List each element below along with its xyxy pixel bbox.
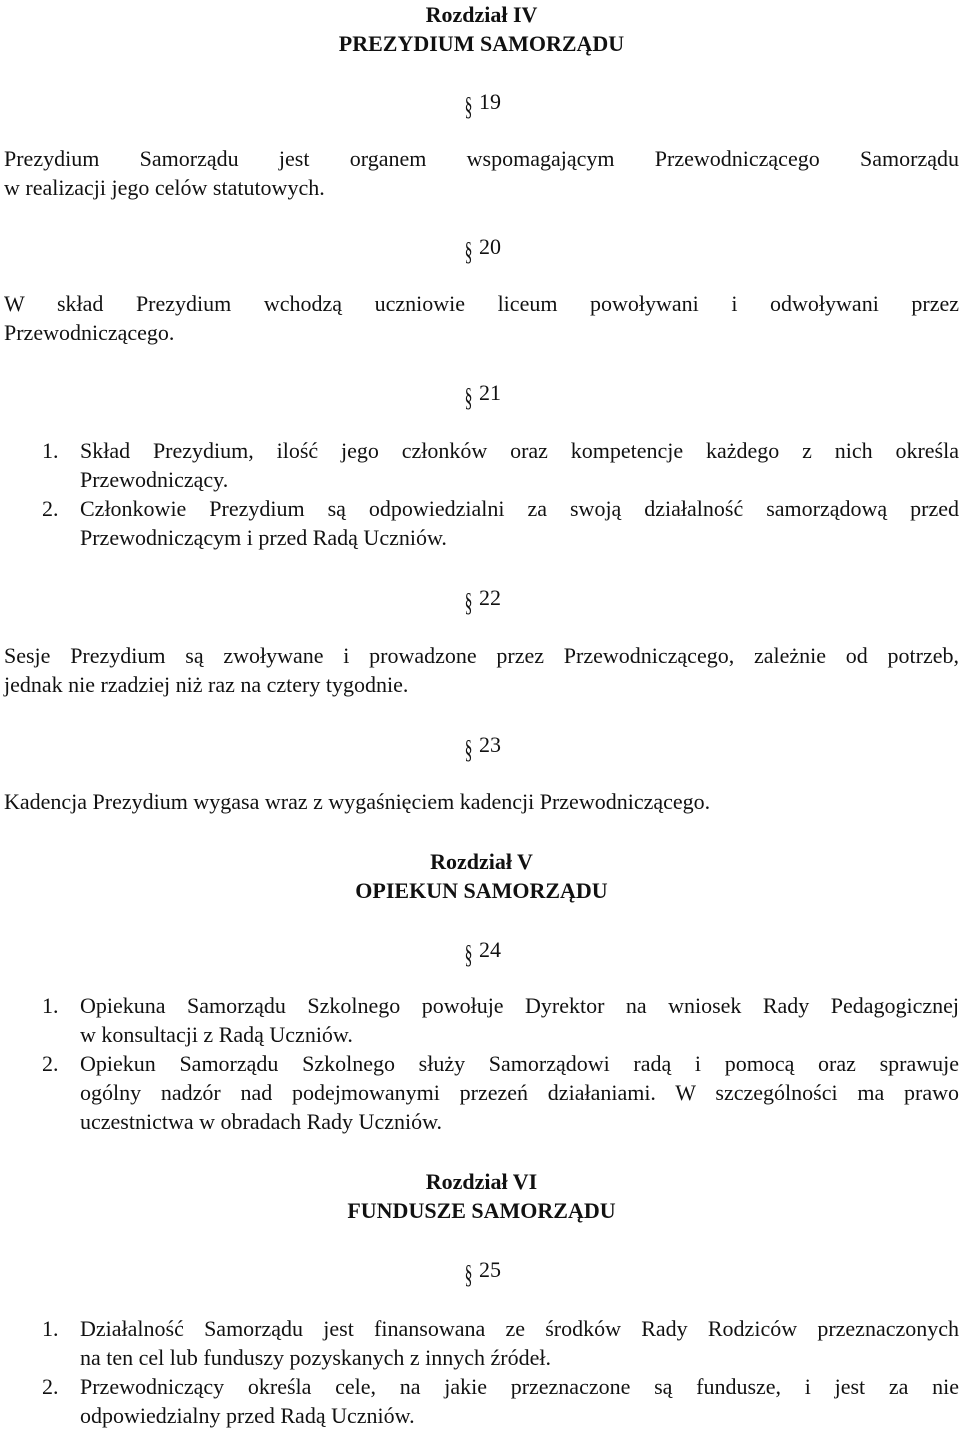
chapter-vi-title: FUNDUSZE SAMORZĄDU — [347, 1198, 616, 1223]
chapter-iv-title: PREZYDIUM SAMORZĄDU — [338, 31, 625, 56]
list-item-line-2: Przewodniczący. — [80, 467, 229, 492]
paragraph-19-text — [4, 144, 959, 202]
list-item-line-1: Skład Prezydium, ilość jego członków oraz kompetencje każdego z nich określa — [80, 438, 959, 463]
paragraph-number: 21 — [479, 380, 501, 405]
section-sign: § — [464, 1260, 473, 1289]
list-item-line-2: w konsultacji z Radą Uczniów. — [80, 1022, 353, 1047]
paragraph-24-list — [4, 991, 959, 1136]
list-item — [4, 436, 959, 494]
paragraph-20-number — [4, 231, 959, 266]
chapter-v-header — [4, 847, 959, 905]
list-item-line-1: Opiekun Samorządu Szkolnego służy Samorządowi radą i pomocą oraz sprawuje — [80, 1051, 959, 1076]
paragraph-20-line-1: W skład Prezydium wchodzą uczniowie liceum powoływani i odwoływani przez — [4, 291, 959, 316]
list-item-number: 2. — [42, 1051, 59, 1076]
list-item-line-2: na ten cel lub funduszy pozyskanych z innych źródeł. — [80, 1345, 552, 1370]
chapter-iv-header — [4, 0, 959, 58]
paragraph-23-text — [4, 787, 959, 816]
paragraph-23-line-1: Kadencja Prezydium wygasa wraz z wygaśnięciem kadencji Przewodniczącego. — [4, 789, 711, 814]
paragraph-22-text — [4, 641, 959, 699]
list-item-number: 1. — [42, 438, 59, 463]
paragraph-number: 25 — [479, 1257, 501, 1282]
list-item-number: 1. — [42, 993, 59, 1018]
paragraph-21-number — [4, 377, 959, 412]
paragraph-19-line-1: Prezydium Samorządu jest organem wspomagającym Przewodniczącego Samorządu — [4, 146, 959, 171]
list-item-line-2: odpowiedzialny przed Radą Uczniów. — [80, 1403, 415, 1428]
paragraph-number: 20 — [479, 234, 501, 259]
paragraph-23-number — [4, 729, 959, 764]
paragraph-19-number — [4, 86, 959, 121]
list-item — [4, 991, 959, 1049]
list-item — [4, 494, 959, 552]
paragraph-number: 22 — [479, 585, 501, 610]
section-sign: § — [464, 92, 473, 121]
list-item — [4, 1372, 959, 1430]
list-item-line-1: Członkowie Prezydium są odpowiedzialni za swoją działalność samorządową przed — [80, 496, 959, 521]
list-item-number: 2. — [42, 496, 59, 521]
section-sign: § — [464, 588, 473, 617]
chapter-vi-header — [4, 1167, 959, 1225]
section-sign: § — [464, 735, 473, 764]
list-item — [4, 1314, 959, 1372]
paragraph-24-number — [4, 934, 959, 969]
chapter-v-title: OPIEKUN SAMORZĄDU — [355, 878, 608, 903]
paragraph-20-text — [4, 289, 959, 347]
list-item-line-1: Opiekuna Samorządu Szkolnego powołuje Dyrektor na wniosek Rady Pedagogicznej — [80, 993, 959, 1018]
section-sign: § — [464, 383, 473, 412]
paragraph-number: 19 — [479, 89, 501, 114]
list-item-line-3: uczestnictwa w obradach Rady Uczniów. — [80, 1109, 443, 1134]
paragraph-25-number — [4, 1254, 959, 1289]
chapter-v-heading: Rozdział V — [430, 849, 533, 874]
paragraph-21-list — [4, 436, 959, 552]
paragraph-25-list — [4, 1314, 959, 1430]
paragraph-20-line-2: Przewodniczącego. — [4, 320, 175, 345]
section-sign: § — [464, 237, 473, 266]
chapter-iv-heading: Rozdział IV — [425, 2, 538, 27]
list-item-line-2: ogólny nadzór nad podejmowanymi przezeń działaniami. W szczególności ma prawo — [80, 1080, 959, 1105]
list-item-number: 2. — [42, 1374, 59, 1399]
paragraph-22-line-2: jednak nie rzadziej niż raz na cztery tygodnie. — [4, 672, 409, 697]
list-item — [4, 1049, 959, 1136]
paragraph-19-line-2: w realizacji jego celów statutowych. — [4, 175, 325, 200]
list-item-line-1: Działalność Samorządu jest finansowana ze środków Rady Rodziców przeznaczonych — [80, 1316, 959, 1341]
paragraph-number: 24 — [479, 937, 501, 962]
paragraph-22-line-1: Sesje Prezydium są zwoływane i prowadzone przez Przewodniczącego, zależnie od potrzeb, — [4, 643, 959, 668]
paragraph-22-number — [4, 582, 959, 617]
chapter-vi-heading: Rozdział VI — [425, 1169, 538, 1194]
paragraph-number: 23 — [479, 732, 501, 757]
section-sign: § — [464, 940, 473, 969]
list-item-number: 1. — [42, 1316, 59, 1341]
list-item-line-1: Przewodniczący określa cele, na jakie przeznaczone są fundusze, i jest za nie — [80, 1374, 959, 1399]
list-item-line-2: Przewodniczącym i przed Radą Uczniów. — [80, 525, 447, 550]
